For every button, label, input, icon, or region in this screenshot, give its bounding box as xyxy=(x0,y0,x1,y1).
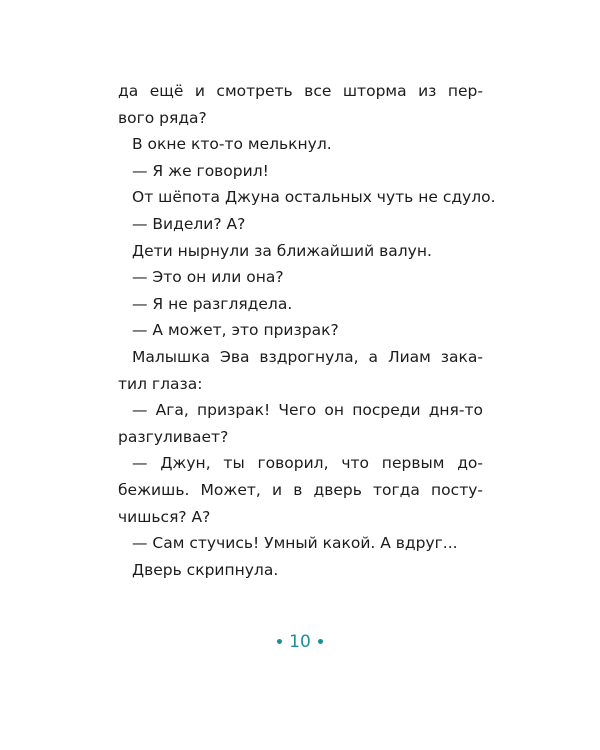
text-line: — Сам стучись! Умный какой. А вдруг... xyxy=(132,534,458,553)
text-line: — Я же говорил! xyxy=(132,161,269,180)
text-line: — Джун, ты говорил, что первым до- xyxy=(132,454,483,473)
text-line: да ещё и смотреть все шторма из пер- xyxy=(118,82,483,100)
text-line: бежишь. Может, и в дверь тогда посту- xyxy=(118,480,483,499)
text-line: В окне кто-то мелькнул. xyxy=(132,135,332,154)
bullet-dot-right xyxy=(318,639,323,644)
text-line: вого ряда? xyxy=(118,108,207,127)
text-line: — Я не разглядела. xyxy=(132,294,293,313)
text-line: — Видели? А? xyxy=(132,214,246,233)
text-line: чишься? А? xyxy=(118,507,211,526)
text-line: — Это он или она? xyxy=(132,268,284,287)
text-line: Дети нырнули за ближайший валун. xyxy=(132,241,432,260)
text-line: Дверь скрипнула. xyxy=(132,560,279,579)
page-number-text: 10 xyxy=(289,632,311,652)
bullet-dot-left xyxy=(277,639,282,644)
text-line: разгуливает? xyxy=(118,427,229,446)
body-text xyxy=(118,78,496,583)
text-line: — А может, это призрак? xyxy=(132,321,339,340)
text-line: От шёпота Джуна остальных чуть не сдуло. xyxy=(132,188,496,207)
text-line: Малышка Эва вздрогнула, а Лиам зака- xyxy=(132,347,483,366)
text-line: тил глаза: xyxy=(118,374,203,393)
text-line: — Ага, призрак! Чего он посреди дня-то xyxy=(132,401,483,420)
page-number xyxy=(0,630,600,654)
